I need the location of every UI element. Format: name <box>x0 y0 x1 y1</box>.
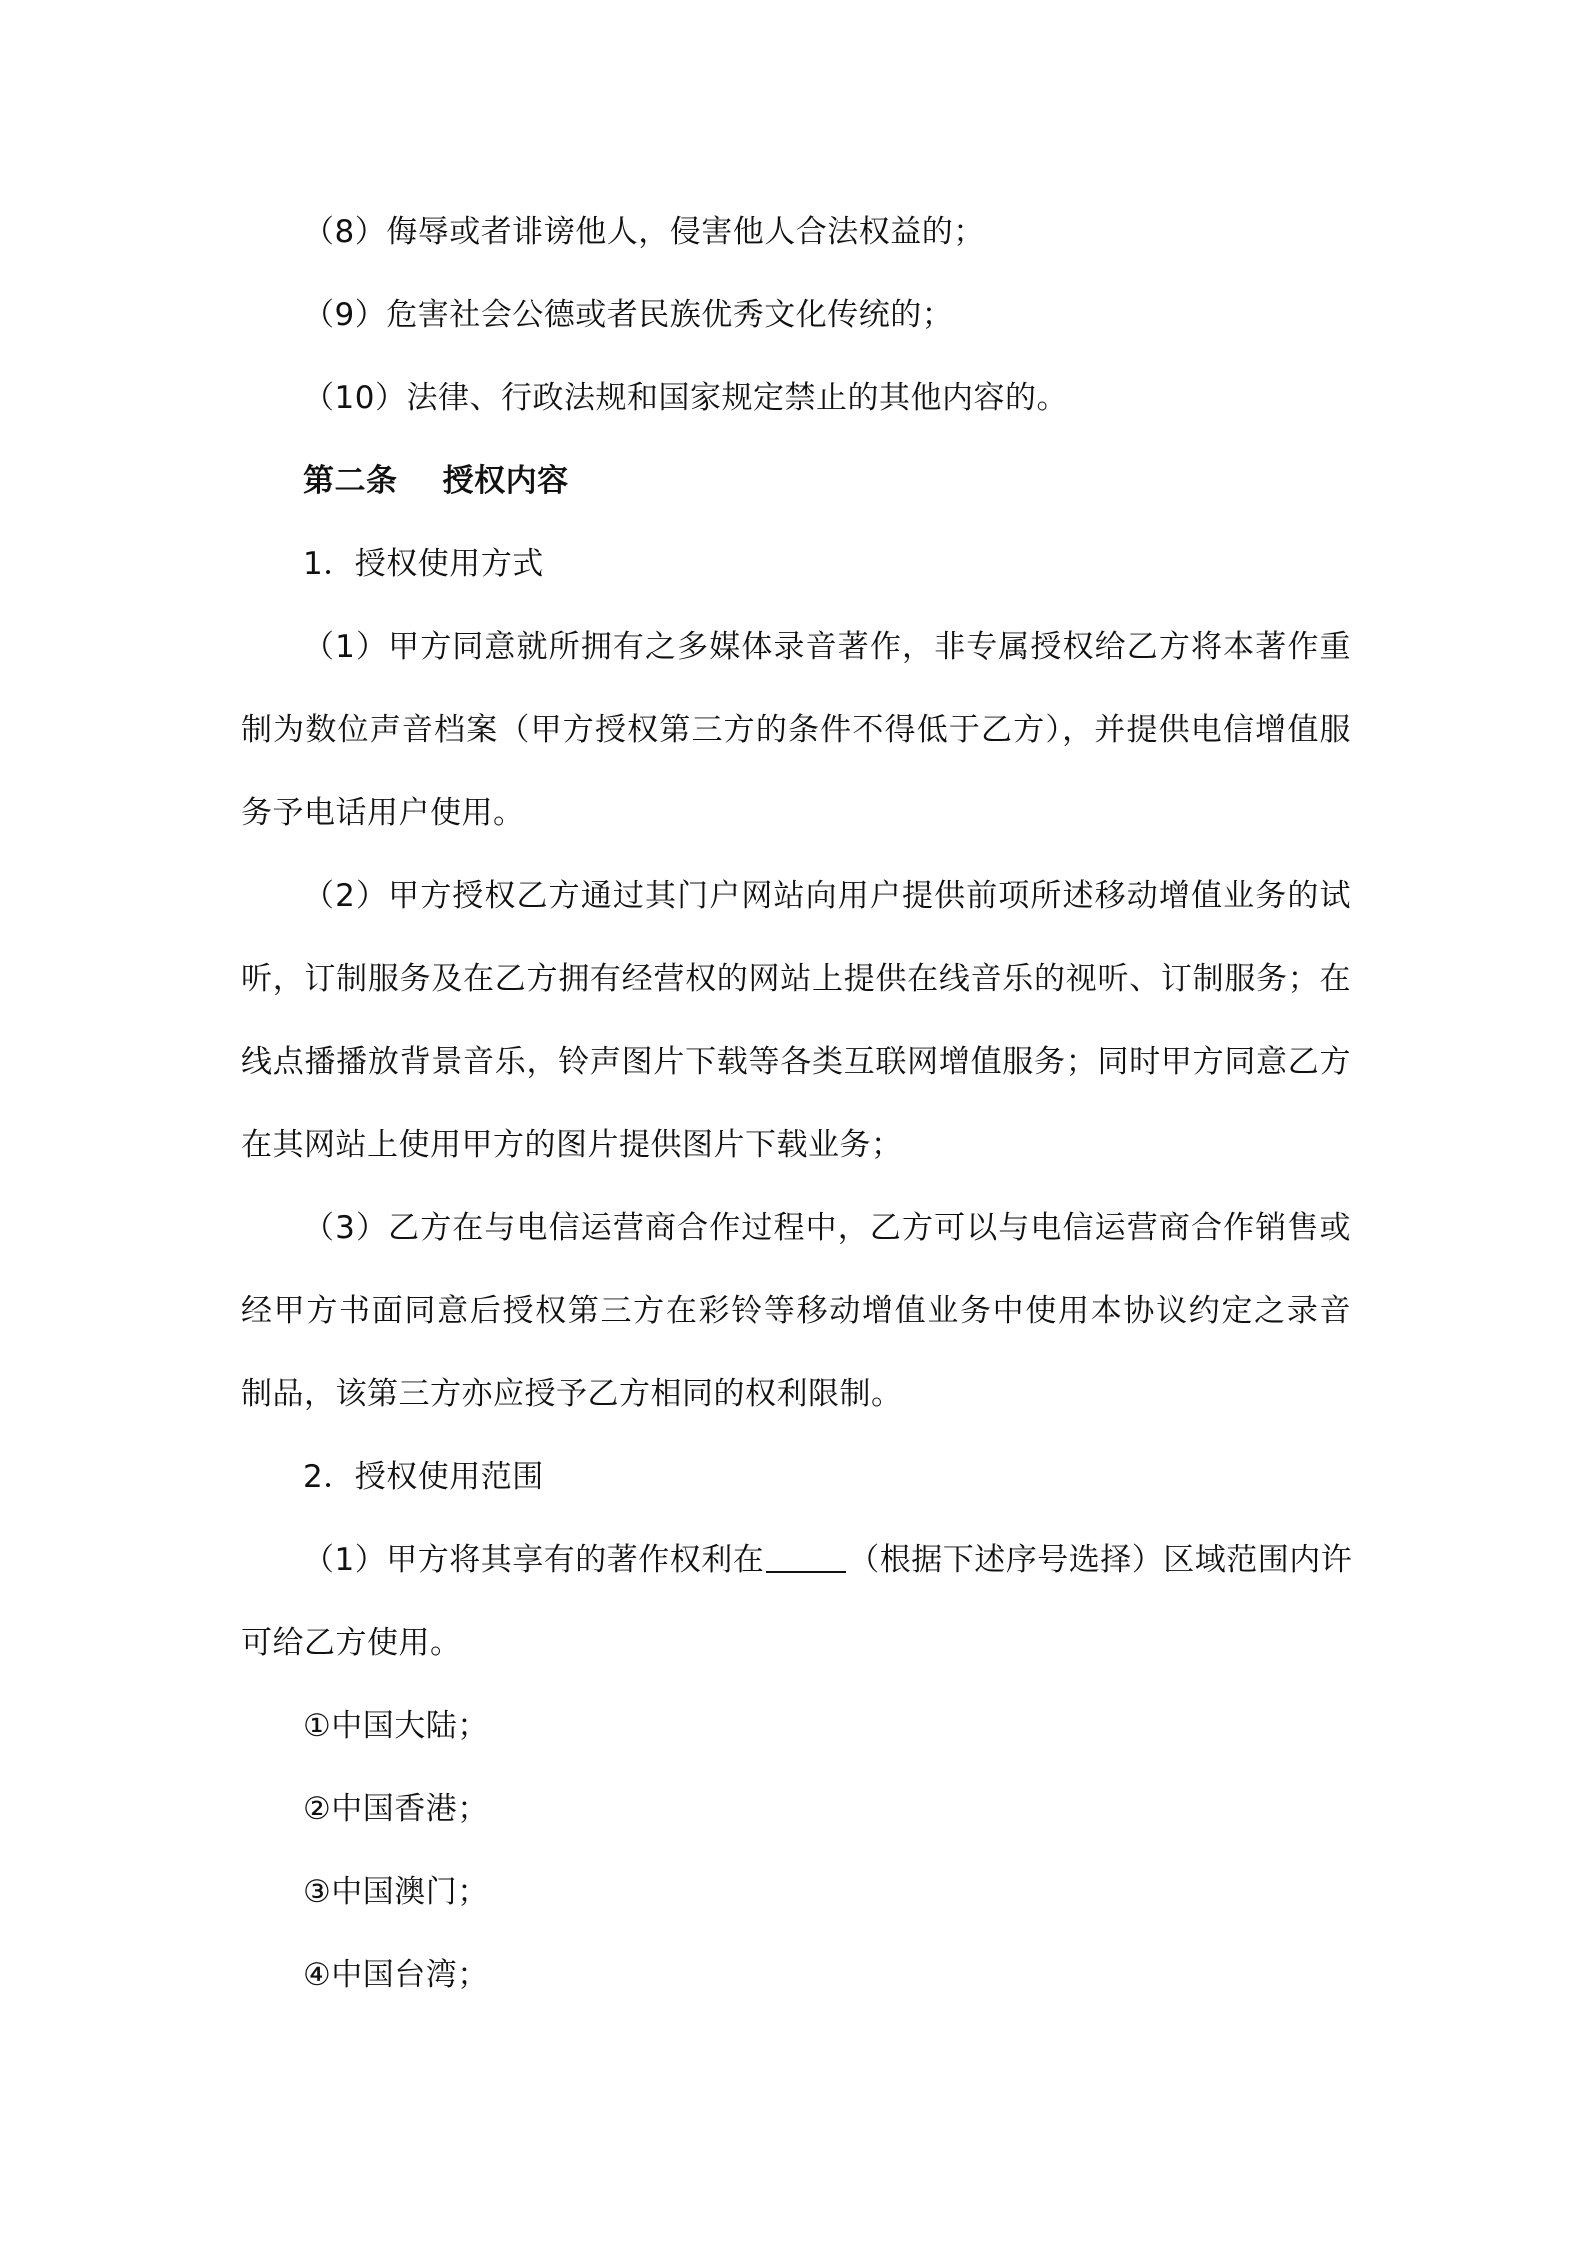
clause-9: （9）危害社会公德或者民族优秀文化传统的； <box>303 297 954 333</box>
paragraph-1-line-3: 务予电话用户使用。 <box>241 795 525 831</box>
scope-paragraph-line-2: 可给乙方使用。 <box>241 1625 462 1661</box>
option-macau: ③中国澳门； <box>303 1874 489 1910</box>
option-mainland: ①中国大陆； <box>303 1708 489 1744</box>
scope-paragraph-line-1 <box>303 1540 1351 1580</box>
paragraph-3-line-3: 制品，该第三方亦应授予乙方相同的权利限制。 <box>241 1376 903 1412</box>
paragraph-2-line-3: 线点播播放背景音乐，铃声图片下载等各类互联网增值服务；同时甲方同意乙方 <box>241 1044 1351 1080</box>
paragraph-2-line-1: （2）甲方授权乙方通过其门户网站向用户提供前项所述移动增值业务的试 <box>303 878 1351 914</box>
option-hongkong: ②中国香港； <box>303 1791 489 1827</box>
scope-text-before-blank: （1）甲方将其享有的著作权利在 <box>303 1542 765 1578</box>
paragraph-1-line-2: 制为数位声音档案（甲方授权第三方的条件不得低于乙方），并提供电信增值服 <box>241 712 1351 748</box>
section-1-title: 1．授权使用方式 <box>303 546 544 582</box>
paragraph-2-line-4: 在其网站上使用甲方的图片提供图片下载业务； <box>241 1127 903 1163</box>
paragraph-3-line-2: 经甲方书面同意后授权第三方在彩铃等移动增值业务中使用本协议约定之录音 <box>241 1293 1351 1329</box>
paragraph-3-line-1: （3）乙方在与电信运营商合作过程中，乙方可以与电信运营商合作销售或 <box>303 1210 1351 1246</box>
section-2-title: 2．授权使用范围 <box>303 1459 544 1495</box>
scope-text-after-blank: （根据下述序号选择）区域范围内许 <box>848 1542 1353 1578</box>
article-2-heading: 第二条 授权内容 <box>303 463 569 499</box>
paragraph-2-line-2: 听，订制服务及在乙方拥有经营权的网站上提供在线音乐的视听、订制服务；在 <box>241 961 1351 997</box>
region-blank-field <box>766 1541 846 1573</box>
paragraph-1-line-1: （1）甲方同意就所拥有之多媒体录音著作，非专属授权给乙方将本著作重 <box>303 629 1351 665</box>
clause-8: （8）侮辱或者诽谤他人，侵害他人合法权益的； <box>303 214 985 250</box>
clause-10: （10）法律、行政法规和国家规定禁止的其他内容的。 <box>303 380 1068 416</box>
option-taiwan: ④中国台湾； <box>303 1957 489 1993</box>
